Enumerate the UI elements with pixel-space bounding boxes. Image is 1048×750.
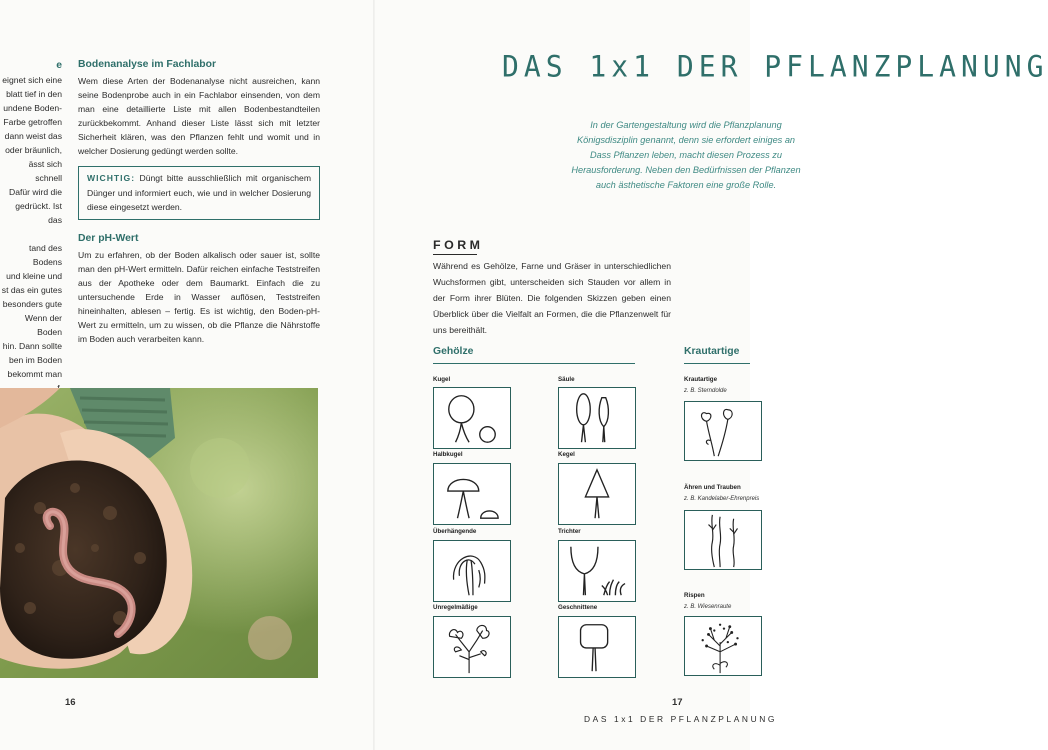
main-text-column	[78, 58, 320, 350]
intro-line: Dass Pflanzen leben, macht diesen Prozess zu	[589, 150, 783, 160]
clipped-tree-icon	[558, 616, 636, 678]
running-footer: DAS 1x1 DER PFLANZPLANUNG	[584, 714, 777, 724]
fragment-line: tand des Bodens	[29, 243, 62, 267]
important-tip-box	[78, 166, 320, 220]
tile-label: Trichter	[558, 528, 581, 535]
fragment-line: besonders gute	[2, 299, 62, 309]
irregular-tree-icon	[433, 616, 511, 678]
form-paragraph: Während es Gehölze, Farne und Gräser in unterschiedlichen Wuchsformen gibt, unterscheiden sich Stauden vor allem in der Form ihrer Blüten. Die folgenden Skizzen geben einen Überblick über die Vielfalt an Formen, die die Pflanzenwelt für uns bereithält.	[433, 261, 671, 335]
chapter-intro	[476, 118, 896, 193]
fragment-line: ässt sich schnell	[28, 159, 62, 183]
page-number-right: 17	[672, 697, 683, 708]
halbkugel-tree-icon	[433, 463, 511, 525]
fragment-line: Farbe getroffen	[3, 117, 62, 127]
intro-line: auch ästhetische Faktoren eine große Rolle.	[595, 180, 777, 190]
tile-rispen	[684, 592, 764, 686]
page-number-left: 16	[65, 697, 76, 708]
tile-label: Rispen	[684, 592, 705, 599]
intro-line: In der Gartengestaltung wird die Pflanzplanung	[590, 120, 782, 130]
fragment-line: blatt tief in den	[6, 89, 62, 99]
intro-line: Herausforderung. Neben den Bedürfnissen der Pflanzen	[571, 165, 801, 175]
tile-kugel	[433, 376, 513, 452]
left-page	[0, 0, 375, 750]
chapter-title: DAS 1x1 DER PFLANZPLANUNG	[502, 49, 1048, 84]
krautartige-rule	[684, 363, 750, 364]
tile-example: z. B. Wiesenraute	[684, 604, 732, 610]
tip-label: WICHTIG:	[87, 173, 136, 183]
fragment-line: Wenn der Boden	[24, 313, 62, 337]
tile-unregelmaessige	[433, 604, 513, 684]
fragment-line: dann weist das	[4, 131, 62, 141]
intro-line: Königsdisziplin genannt, denn sie erfordert einiges an	[576, 135, 796, 145]
fragment-line: undene Boden-	[3, 103, 62, 113]
fachlabor-heading: Bodenanalyse im Fachlabor	[78, 59, 217, 70]
tile-halbkugel	[433, 451, 513, 529]
saeule-tree-icon	[558, 387, 636, 449]
fragment-line: gedrückt. Ist das	[15, 201, 62, 225]
fragment-line: hin. Dann sollte	[2, 341, 62, 351]
tile-label: Geschnittene	[558, 604, 598, 611]
tile-label: Halbkugel	[433, 451, 463, 458]
tile-label: Kugel	[433, 376, 451, 383]
fragment-line: oder bräunlich,	[5, 145, 62, 155]
tile-example: z. B. Sterndolde	[684, 388, 727, 394]
kugel-tree-icon	[433, 387, 511, 449]
ph-wert-heading: Der pH-Wert	[78, 232, 139, 244]
fachlabor-paragraph: Wem diese Arten der Bodenanalyse nicht ausreichen, kann seine Bodenprobe auch in ein Fachlabor einsenden, von dem man eine detaillierte Liste mit allen Bodenbestandteilen zurückbekommt. Anhand dieser Liste lässt sich mit letzter Sicherheit klären, was den Pflanzen fehlt und womit und in welcher Dosierung gedüngt werden sollte.	[78, 76, 320, 156]
weeping-tree-icon	[433, 540, 511, 602]
tile-ueberhaengende	[433, 528, 513, 606]
fragment-line: st das ein gutes	[1, 285, 62, 295]
funnel-tree-icon	[558, 540, 636, 602]
fragment-line: ben im Boden	[8, 355, 62, 365]
kegel-tree-icon	[558, 463, 636, 525]
cut-off-text-column	[0, 58, 62, 395]
spike-flower-icon	[684, 510, 762, 570]
krautartige-heading: Krautartige	[684, 346, 740, 357]
fragment-line: eignet sich eine	[2, 75, 62, 85]
tile-label: Überhängende	[433, 528, 477, 535]
tile-label: Unregelmäßige	[433, 604, 478, 611]
tile-geschnittene	[558, 604, 638, 684]
ph-wert-paragraph: Um zu erfahren, ob der Boden alkalisch oder sauer ist, sollte man den pH-Wert ermitteln. Dafür reichen einfache Teststreifen aus der Apotheke oder dem Baumarkt. Einfach die zu untersuchende Erde in Wasser auflösen, Teststreifen hineinhalten, ablesen – fertig. Es ist wichtig, den Boden-pH-Wert zu ermitteln, um zu wissen, ob die Pflanze die Nährstoffe im Boden auch verarbeiten kann.	[78, 249, 320, 344]
tile-kegel	[558, 451, 638, 529]
tile-aehren	[684, 484, 764, 576]
tile-label: Kegel	[558, 451, 575, 458]
form-heading: FORM	[433, 238, 484, 252]
umbel-flower-icon	[684, 401, 762, 461]
fragment-line: bekommt man	[7, 369, 62, 379]
fragment-line	[0, 227, 62, 241]
tip-text: Düngt bitte ausschließlich mit organischem Dünger und informiert euch, wie und in welcher Dosierung diese eingesetzt werden.	[87, 173, 311, 212]
fragment-lines	[0, 73, 62, 395]
tile-label: Säule	[558, 376, 575, 383]
panicle-flower-icon	[684, 616, 762, 676]
fragment-line: und kleine und	[6, 271, 62, 281]
tile-krautartige	[684, 376, 764, 466]
cut-off-heading: e	[56, 60, 62, 71]
gehoelze-rule	[433, 363, 635, 364]
tile-example: z. B. Kandelaber-Ehrenpreis	[684, 496, 760, 502]
tile-trichter	[558, 528, 638, 606]
tile-label: Ähren und Trauben	[684, 484, 741, 491]
tile-saeule	[558, 376, 638, 452]
tile-label: Krautartige	[684, 376, 718, 383]
soil-earthworm-photo	[0, 388, 318, 678]
gehoelze-heading: Gehölze	[433, 346, 474, 357]
form-heading-rule	[433, 254, 477, 255]
fragment-line: Dafür wird die	[8, 187, 62, 197]
